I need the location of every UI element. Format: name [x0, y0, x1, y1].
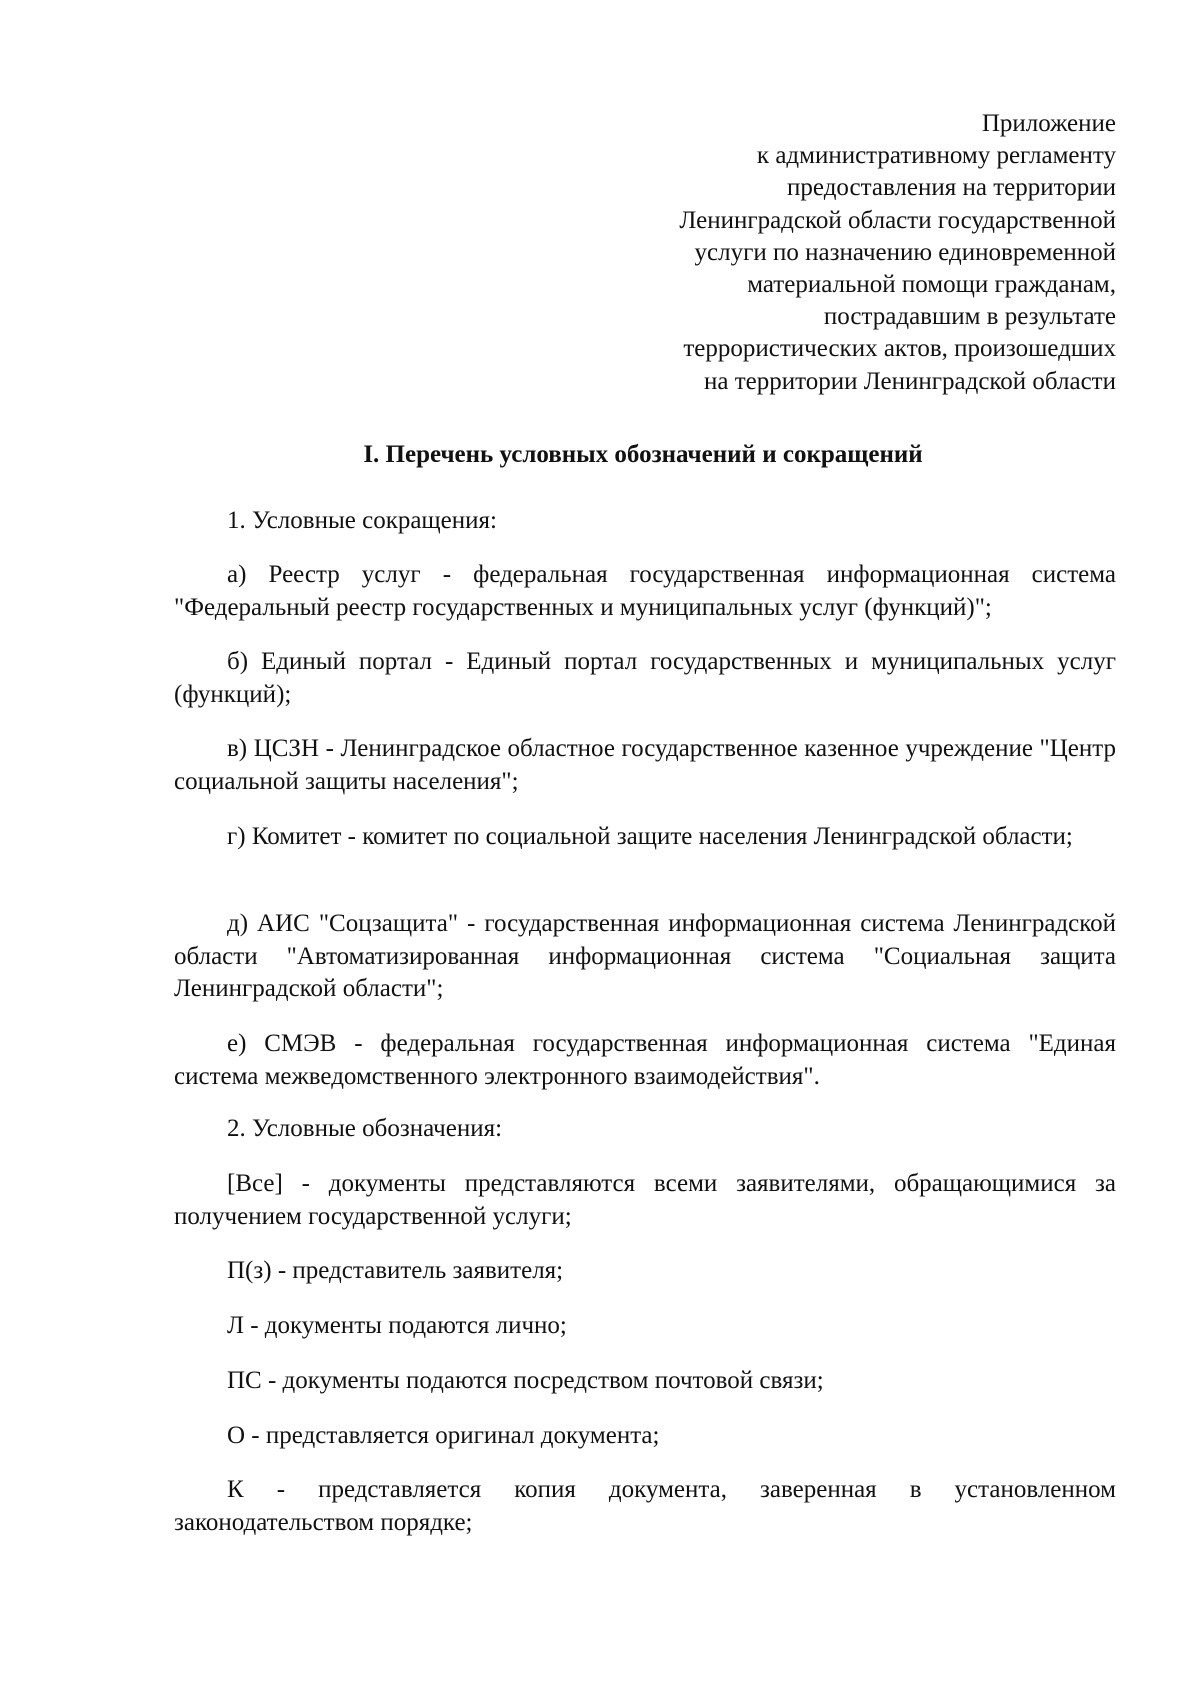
header-line: Ленинградской области государственной	[679, 206, 1116, 234]
designation-item-personal: Л - документы подаются лично;	[227, 1312, 567, 1339]
header-line: террористических актов, произошедших	[683, 335, 1116, 363]
designation-item-copy: К - представляется копия документа, заверенная в установленном законодательством порядке;	[174, 1476, 1116, 1536]
header-line: пострадавшим в результате	[823, 303, 1116, 331]
designation-item-postal: ПС - документы подаются посредством почтовой связи;	[227, 1367, 824, 1394]
abbreviation-item-cszn: в) ЦСЗН - Ленинградское областное государственное казенное учреждение "Центр социальной защиты населения";	[174, 735, 1116, 795]
header-line: услуги по назначению единовременной	[694, 238, 1116, 266]
section-title: I. Перечень условных обозначений и сокращений	[363, 441, 923, 468]
abbreviation-item-committee: г) Комитет - комитет по социальной защите населения Ленинградской области;	[227, 823, 1073, 850]
abbreviation-item-ais: д) АИС "Соцзащита" - государственная информационная система Ленинградской области "Автоматизированная информационная система "Социальная защита Ленинградской области";	[174, 910, 1116, 1003]
header-line: Приложение	[981, 110, 1116, 137]
abbreviation-item-smev: е) СМЭВ - федеральная государственная информационная система "Единая система межведомственного электронного взаимодействия".	[174, 1030, 1116, 1090]
designation-item-representative: П(з) - представитель заявителя;	[227, 1257, 564, 1284]
abbreviation-item-portal: б) Единый портал - Единый портал государственных и муниципальных услуг (функций);	[174, 648, 1116, 708]
designations-heading: 2. Условные обозначения:	[227, 1115, 503, 1142]
abbreviation-item-registry: а) Реестр услуг - федеральная государственная информационная система "Федеральный реестр государственных и муниципальных услуг (функций)";	[174, 561, 1116, 621]
appendix-header	[556, 108, 1116, 398]
designation-item-original: О - представляется оригинал документа;	[227, 1422, 660, 1449]
header-line: материальной помощи гражданам,	[747, 271, 1116, 299]
header-line: на территории Ленинградской области	[704, 367, 1116, 395]
header-line: к административному регламенту	[756, 142, 1116, 170]
header-line: предоставления на территории	[787, 174, 1116, 202]
abbreviations-heading: 1. Условные сокращения:	[227, 507, 497, 534]
designation-item-all: [Все] - документы представляются всеми заявителями, обращающимися за получением государственной услуги;	[174, 1170, 1116, 1230]
